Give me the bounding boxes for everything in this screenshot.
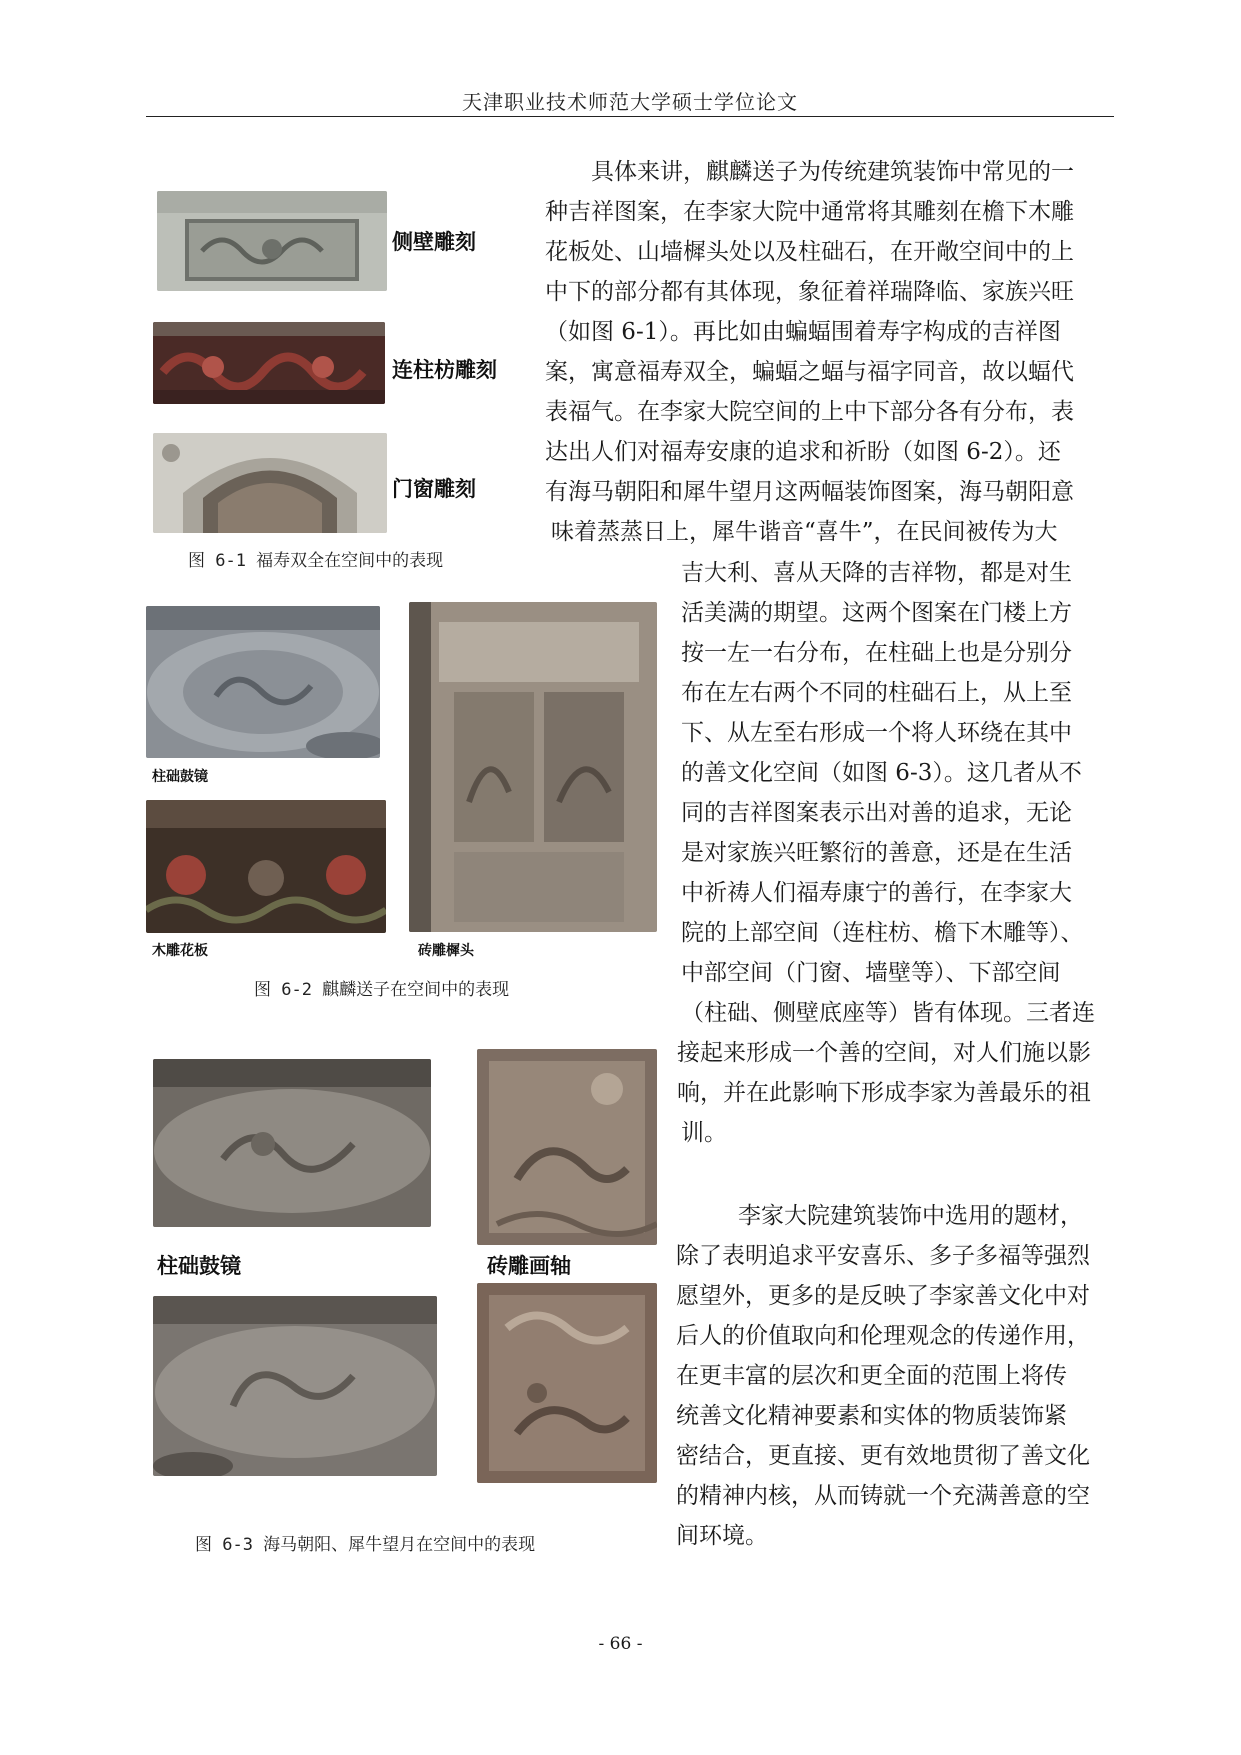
text-line: 布在左右两个不同的柱础石上，从上至 [681, 680, 1072, 706]
page-number: - 66 - [598, 1634, 643, 1654]
text-line: 吉大利、喜从天降的吉祥物，都是对生 [681, 560, 1072, 586]
text-line: 愿望外，更多的是反映了李家善文化中对 [676, 1283, 1090, 1309]
figure-6-1-caption: 图 6-1 福寿双全在空间中的表现 [188, 551, 444, 571]
label-column-base-drum: 柱础鼓镜 [152, 769, 208, 785]
text-line: 密结合，更直接、更有效地贯彻了善文化 [676, 1443, 1090, 1469]
text-line: 响，并在此影响下形成李家为善最乐的祖 [677, 1080, 1091, 1106]
text-line: 间环境。 [676, 1523, 768, 1549]
text-line: 按一左一右分布，在柱础上也是分别分 [681, 640, 1072, 666]
photo-brick-scroll-rhino [477, 1283, 657, 1483]
text-line: 中下的部分都有其体现，象征着祥瑞降临、家族兴旺 [545, 279, 1074, 305]
text-line: 李家大院建筑装饰中选用的题材， [738, 1203, 1083, 1229]
paragraph-2 [676, 1196, 1090, 1556]
text-line: 花板处、山墙樨头处以及柱础石，在开敞空间中的上 [545, 239, 1074, 265]
text-line: 除了表明追求平安喜乐、多子多福等强烈 [676, 1243, 1090, 1269]
text-line: 中祈祷人们福寿康宁的善行，在李家大 [681, 880, 1072, 906]
photo-column-base-drum [146, 606, 380, 758]
label-column-base-drum: 柱础鼓镜 [157, 1254, 241, 1278]
label-brick-carved-gable: 砖雕樨头 [418, 943, 474, 959]
text-line: 在更丰富的层次和更全面的范围上将传 [676, 1363, 1067, 1389]
label-lintel-carving: 连柱枋雕刻 [392, 358, 497, 382]
text-line: 活美满的期望。这两个图案在门楼上方 [681, 600, 1072, 626]
text-line: 的善文化空间（如图 6-3）。这几者从不 [681, 760, 1082, 786]
text-line: 统善文化精神要素和实体的物质装饰紧 [676, 1403, 1067, 1429]
text-line: 种吉祥图案，在李家大院中通常将其雕刻在檐下木雕 [545, 199, 1074, 225]
text-line: 同的吉祥图案表示出对善的追求，无论 [681, 800, 1072, 826]
photo-brick-carved-gable [409, 602, 657, 932]
photo-door-window-carving [153, 433, 387, 533]
text-line: 有海马朝阳和犀牛望月这两幅装饰图案，海马朝阳意 [545, 479, 1074, 505]
text-line: 是对家族兴旺繁衍的善意，还是在生活 [681, 840, 1072, 866]
figure-6-3-caption: 图 6-3 海马朝阳、犀牛望月在空间中的表现 [195, 1535, 536, 1555]
text-line: 接起来形成一个善的空间，对人们施以影 [677, 1040, 1091, 1066]
label-brick-scroll: 砖雕画轴 [487, 1254, 571, 1278]
header-title: 天津职业技术师范大学硕士学位论文 [462, 90, 798, 114]
figure-6-2-caption: 图 6-2 麒麟送子在空间中的表现 [254, 980, 510, 1000]
text-line: 表福气。在李家大院空间的上中下部分各有分布，表 [545, 399, 1074, 425]
label-wood-carved-panel: 木雕花板 [152, 943, 208, 959]
photo-brick-scroll-seahorse [477, 1049, 657, 1245]
text-line: （如图 6-1）。再比如由蝙蝠围着寿字构成的吉祥图 [545, 319, 1061, 345]
text-line: （柱础、侧壁底座等）皆有体现。三者连 [681, 1000, 1095, 1026]
text-line: 具体来讲，麒麟送子为传统建筑装饰中常见的一 [591, 159, 1074, 185]
photo-side-wall-carving [157, 191, 387, 291]
text-line: 的精神内核，从而铸就一个充满善意的空 [676, 1483, 1090, 1509]
photo-lintel-carving [153, 322, 385, 404]
label-door-window-carving: 门窗雕刻 [392, 477, 476, 501]
label-side-wall-carving: 侧壁雕刻 [392, 230, 476, 254]
photo-column-base-drum-seahorse [153, 1059, 431, 1227]
paragraph-1-wide [545, 152, 1074, 552]
photo-column-base-drum-rhino [153, 1296, 437, 1476]
text-line: 达出人们对福寿安康的追求和祈盼（如图 6-2）。还 [545, 439, 1061, 465]
text-line: 下、从左至右形成一个将人环绕在其中 [681, 720, 1072, 746]
text-line: 味着蒸蒸日上，犀牛谐音“喜牛”，在民间被传为大 [551, 519, 1058, 545]
paragraph-1-narrow [677, 553, 1095, 1153]
text-line: 训。 [681, 1120, 727, 1146]
text-line: 院的上部空间（连柱枋、檐下木雕等）、 [681, 920, 1084, 946]
text-line: 中部空间（门窗、墙壁等）、下部空间 [681, 960, 1061, 986]
text-line: 后人的价值取向和伦理观念的传递作用， [676, 1323, 1090, 1349]
header-rule [146, 116, 1114, 117]
photo-wood-carved-panel [146, 800, 386, 933]
text-line: 案，寓意福寿双全，蝙蝠之蝠与福字同音，故以蝠代 [545, 359, 1074, 385]
